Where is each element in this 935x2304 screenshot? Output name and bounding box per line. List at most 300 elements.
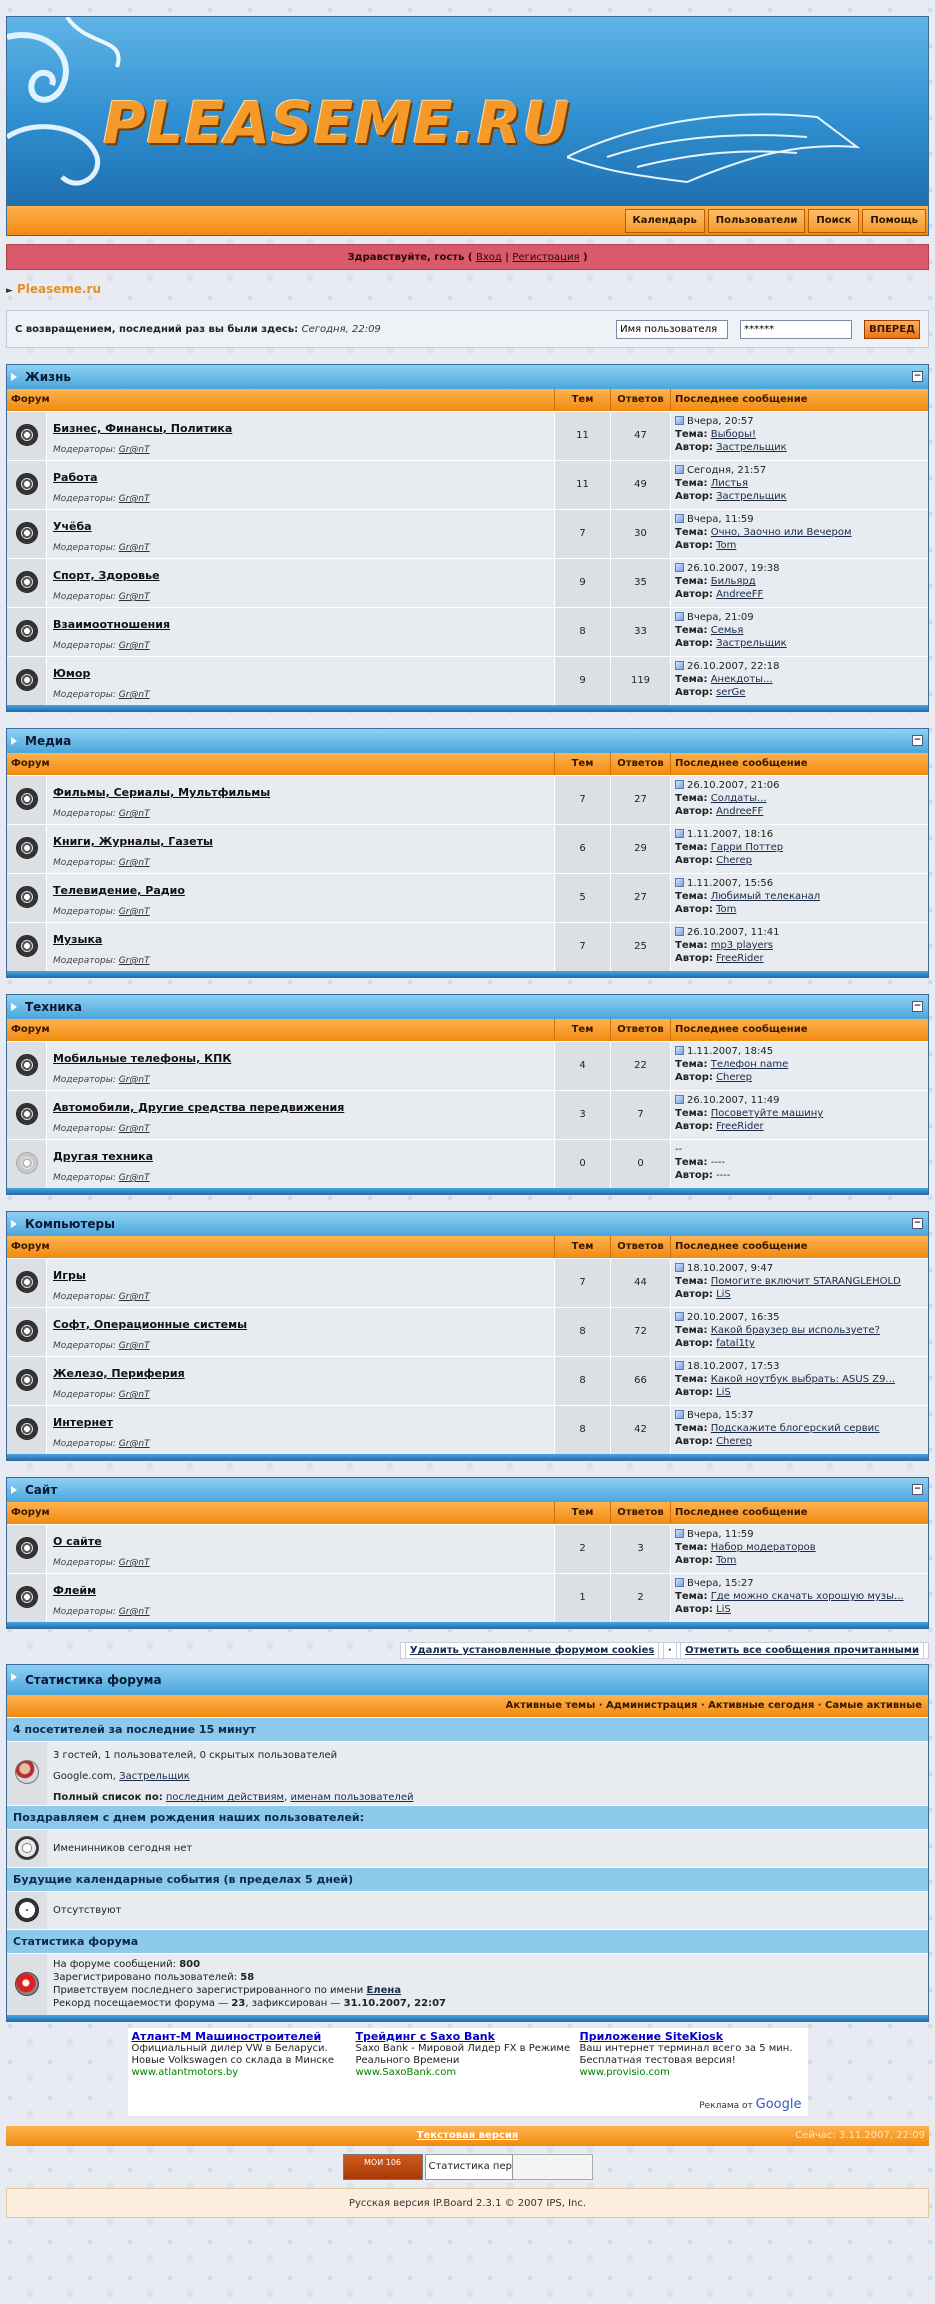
cookie-links: [6, 1643, 929, 1656]
forum-row: [7, 607, 928, 656]
last-post-author-link[interactable]: Застрельщик: [716, 638, 787, 649]
last-post: [671, 1357, 928, 1405]
last-post: [671, 825, 928, 873]
forum-name-link[interactable]: Автомобили, Другие средства передвижения: [53, 1101, 345, 1114]
forum-name-link[interactable]: Телевидение, Радио: [53, 884, 185, 897]
moderator-link[interactable]: Gr@nT: [118, 1124, 150, 1134]
moderator-link[interactable]: Gr@nT: [118, 1607, 150, 1617]
full-list-by-name-link[interactable]: именам пользователей: [290, 1792, 414, 1803]
full-list-by-action-link[interactable]: последним действиям: [165, 1792, 285, 1803]
category-block: [6, 1211, 929, 1461]
author-label: Автор:: [675, 904, 713, 915]
forum-name-link[interactable]: Книги, Журналы, Газеты: [53, 835, 213, 848]
last-post-topic-link[interactable]: Солдаты...: [710, 793, 767, 804]
ad-1-line1: Официальный дилер VW в Беларуси.: [131, 2043, 328, 2054]
forum-row: [7, 775, 928, 824]
forum-name-link[interactable]: Фильмы, Сериалы, Мультфильмы: [53, 786, 271, 799]
text-version-link[interactable]: Текстовая версия: [416, 2130, 519, 2141]
username-input[interactable]: [616, 320, 728, 339]
col-topics: Тем: [555, 1236, 611, 1258]
moderator-link[interactable]: Gr@nT: [118, 1341, 150, 1351]
last-post-date: Сегодня, 21:57: [687, 465, 767, 476]
ad-3-title[interactable]: Приложение SiteKiosk: [579, 2030, 724, 2043]
category-block: [6, 728, 929, 978]
moderators-label: Модераторы:: [53, 592, 116, 602]
new-posts-icon: [16, 473, 38, 495]
moderator-link[interactable]: Gr@nT: [118, 543, 150, 553]
forum-name-link[interactable]: Музыка: [53, 933, 103, 946]
last-post-date: 1.11.2007, 18:45: [687, 1046, 774, 1057]
last-post-topic-link[interactable]: Семья: [710, 625, 744, 636]
last-post: [671, 874, 928, 922]
forum-name-link[interactable]: Спорт, Здоровье: [53, 569, 160, 582]
forum-row: [7, 1573, 928, 1622]
moderator-link[interactable]: Gr@nT: [118, 494, 150, 504]
col-replies: Ответов: [611, 1019, 671, 1041]
forum-name-link[interactable]: Юмор: [53, 667, 91, 680]
forum-row: [7, 1307, 928, 1356]
category-footer: [7, 1454, 928, 1460]
topics-count: 11: [555, 461, 611, 509]
col-topics: Тем: [555, 1019, 611, 1041]
theme-label: Тема:: [675, 429, 708, 440]
online-text: 3 гостей, 1 пользователей, 0 скрытых пользователей Google.com, Застрельщик Полный список по: последним действиям, именам пользователей: [47, 1742, 928, 1805]
last-post-date: Вчера, 15:27: [687, 1578, 754, 1589]
counters-row: [6, 2152, 929, 2182]
last-post: [671, 1525, 928, 1573]
forum-row: [7, 873, 928, 922]
newest-label: Приветствуем последнего зарегистрированного по имени: [53, 1985, 364, 1996]
forum-name-link[interactable]: Интернет: [53, 1416, 113, 1429]
moderators: [53, 1439, 548, 1449]
author-label: Автор:: [675, 953, 713, 964]
collapse-icon[interactable]: −: [913, 735, 922, 745]
collapse-icon[interactable]: −: [913, 1218, 922, 1228]
theme-label: Тема:: [675, 1423, 708, 1434]
last-post-date: Вчера, 20:57: [687, 416, 754, 427]
active-today-link[interactable]: Активные сегодня: [708, 1700, 815, 1711]
collapse-icon[interactable]: −: [913, 1001, 922, 1011]
new-posts-icon: [16, 424, 38, 446]
forum-name-link[interactable]: Флейм: [53, 1584, 97, 1597]
last-post-date: 26.10.2007, 21:06: [687, 780, 780, 791]
forum-name-link[interactable]: Работа: [53, 471, 98, 484]
last-post-topic-link[interactable]: Посоветуйте машину: [710, 1108, 824, 1119]
replies-count: 35: [611, 559, 671, 607]
last-post: [671, 412, 928, 460]
forum-name-link[interactable]: Железо, Периферия: [53, 1367, 185, 1380]
moderators-label: Модераторы:: [53, 641, 116, 651]
moderators: [53, 956, 548, 966]
last-post-date: Вчера, 11:59: [687, 1529, 754, 1540]
nav-users[interactable]: Пользователи: [708, 209, 806, 233]
category-title-bar: [7, 995, 928, 1019]
nav-help[interactable]: Помощь: [862, 209, 926, 233]
forum-name-link[interactable]: Другая техника: [53, 1150, 154, 1163]
last-post-icon[interactable]: [675, 1046, 684, 1055]
last-post-icon[interactable]: [675, 465, 684, 474]
last-post-author-link[interactable]: Tom: [716, 904, 737, 915]
col-last-post: Последнее сообщение: [675, 1241, 808, 1252]
moderator-link[interactable]: Gr@nT: [118, 858, 150, 868]
forum-row: [7, 922, 928, 971]
moderators: [53, 445, 548, 455]
author-label: Автор:: [675, 1436, 713, 1447]
last-post-author-link[interactable]: Cherep: [716, 1436, 752, 1447]
moderators-label: Модераторы:: [53, 858, 116, 868]
moderators-label: Модераторы:: [53, 956, 116, 966]
last-post-icon[interactable]: [675, 661, 684, 670]
last-post-icon[interactable]: [675, 563, 684, 572]
last-post-author-link[interactable]: AndreeFF: [716, 806, 764, 817]
replies-count: 27: [611, 874, 671, 922]
col-replies: Ответов: [611, 753, 671, 775]
last-post-icon[interactable]: [675, 1361, 684, 1370]
moderators: [53, 858, 548, 868]
moderator-link[interactable]: Gr@nT: [118, 445, 150, 455]
last-post-icon[interactable]: [675, 1410, 684, 1419]
moderator-link[interactable]: Gr@nT: [118, 1439, 150, 1449]
topics-count: 7: [555, 510, 611, 558]
last-post-topic-link[interactable]: Подскажите блогерский сервис: [710, 1423, 880, 1434]
replies-count: 72: [611, 1308, 671, 1356]
replies-count: 22: [611, 1042, 671, 1090]
last-post-author-link[interactable]: LiS: [716, 1289, 731, 1300]
last-post-icon[interactable]: [675, 1578, 684, 1587]
wing-decoration: [567, 87, 867, 197]
moderator-link[interactable]: Gr@nT: [118, 1075, 150, 1085]
category-title[interactable]: Компьютеры: [25, 1217, 115, 1231]
col-last-post: Последнее сообщение: [675, 758, 808, 769]
category-title[interactable]: Жизнь: [25, 370, 71, 384]
new-posts-icon: [16, 837, 38, 859]
ad-1-title[interactable]: Атлант-М Машиностроителей: [131, 2030, 322, 2043]
statistics-box[interactable]: Статистика пер: [425, 2154, 513, 2180]
theme-label: Тема:: [675, 1542, 708, 1553]
forum-name-link[interactable]: Игры: [53, 1269, 86, 1282]
category-arrow-icon: [11, 737, 17, 745]
forum-row: [7, 824, 928, 873]
forum-row: [7, 411, 928, 460]
forum-name-link[interactable]: Мобильные телефоны, КПК: [53, 1052, 232, 1065]
theme-label: Тема:: [675, 940, 708, 951]
replies-count: 42: [611, 1406, 671, 1454]
forum-row: [7, 1405, 928, 1454]
moderators: [53, 592, 548, 602]
last-post-topic-link[interactable]: Набор модераторов: [710, 1542, 816, 1553]
guest-welcome-bar: [6, 244, 929, 270]
record-date: 31.10.2007, 22:07: [343, 1998, 446, 2009]
replies-count: 30: [611, 510, 671, 558]
new-posts-icon: [16, 1537, 38, 1559]
administration-link[interactable]: Администрация: [606, 1700, 698, 1711]
nav-search[interactable]: Поиск: [808, 209, 859, 233]
category-title[interactable]: Сайт: [25, 1483, 58, 1497]
forum-stats-text: [47, 1954, 928, 2015]
last-post-topic-link[interactable]: mp3 players: [710, 940, 773, 951]
last-post-date: 1.11.2007, 18:16: [687, 829, 774, 840]
online-row: [7, 1741, 928, 1805]
author-label: Автор:: [675, 1604, 713, 1615]
author-label: Автор:: [675, 1170, 713, 1181]
moderator-link[interactable]: Gr@nT: [118, 1390, 150, 1400]
stats-title-bar: [7, 1665, 928, 1695]
theme-label: Тема:: [675, 478, 708, 489]
topics-count: 7: [555, 776, 611, 824]
category-block: [6, 994, 929, 1195]
last-post-topic-link[interactable]: Где можно скачать хорошую музы...: [710, 1591, 904, 1602]
moderator-link[interactable]: Gr@nT: [118, 1173, 150, 1183]
last-post-topic-link[interactable]: Телефон name: [710, 1059, 789, 1070]
last-post-date: Вчера, 15:37: [687, 1410, 754, 1421]
last-post-topic-link[interactable]: Выборы!: [710, 429, 757, 440]
ad-1[interactable]: [132, 2031, 356, 2113]
topics-count: 4: [555, 1042, 611, 1090]
last-post: [671, 608, 928, 656]
theme-label: Тема:: [675, 1108, 708, 1119]
theme-label: Тема:: [675, 1325, 708, 1336]
author-label: Автор:: [675, 1121, 713, 1132]
stats-links-bar: Активные темы · Администрация · Активные сегодня · Самые активные: [7, 1695, 928, 1717]
visitor-counter-badge[interactable]: МОИ 106: [343, 2154, 423, 2180]
delete-cookies-link[interactable]: Удалить установленные форумом cookies: [405, 1642, 659, 1659]
replies-count: 25: [611, 923, 671, 971]
replies-count: 119: [611, 657, 671, 705]
last-post-author-link[interactable]: Застрельщик: [716, 491, 787, 502]
ads-by-label: Реклама от: [699, 2101, 753, 2111]
nav-calendar[interactable]: Календарь: [625, 209, 705, 233]
last-post-date: Вчера, 11:59: [687, 514, 754, 525]
last-post-author-link[interactable]: LiS: [716, 1604, 731, 1615]
moderators: [53, 494, 548, 504]
forum-row: [7, 1041, 928, 1090]
last-post-author-link[interactable]: FreeRider: [716, 1121, 764, 1132]
last-post-icon[interactable]: [675, 612, 684, 621]
col-forum: Форум: [7, 1236, 555, 1258]
moderators: [53, 641, 548, 651]
new-posts-icon: [16, 788, 38, 810]
forum-name-link[interactable]: О сайте: [53, 1535, 102, 1548]
footer-bar: [6, 2126, 929, 2146]
ad-1-url[interactable]: www.atlantmotors.by: [131, 2067, 239, 2078]
last-post-topic-link[interactable]: Помогите включит STARANGLEHOLD: [710, 1276, 901, 1287]
last-visit-label: С возвращением, последний раз вы были здесь:: [15, 323, 299, 335]
last-post-icon[interactable]: [675, 927, 684, 936]
topics-count: 5: [555, 874, 611, 922]
last-post-author-link[interactable]: FreeRider: [716, 953, 764, 964]
moderators-label: Модераторы:: [53, 445, 116, 455]
last-visit-value: Сегодня, 22:09: [301, 323, 381, 335]
moderator-link[interactable]: Gr@nT: [118, 956, 150, 966]
register-link[interactable]: Регистрация: [512, 252, 580, 263]
users-online-icon: [15, 1760, 39, 1784]
theme-label: Тема:: [675, 1374, 708, 1385]
moderator-link[interactable]: Gr@nT: [118, 592, 150, 602]
last-post-icon[interactable]: [675, 1312, 684, 1321]
topics-count: 3: [555, 1091, 611, 1139]
moderator-link[interactable]: Gr@nT: [118, 809, 150, 819]
forum-name-link[interactable]: Софт, Операционные системы: [53, 1318, 248, 1331]
last-post-icon[interactable]: [675, 878, 684, 887]
collapse-icon[interactable]: −: [913, 1484, 922, 1494]
theme-label: Тема:: [675, 891, 708, 902]
col-forum: Форум: [7, 1502, 555, 1524]
active-topics-link[interactable]: Активные темы: [505, 1700, 596, 1711]
last-post-author-link[interactable]: Cherep: [716, 1072, 752, 1083]
topics-count: 9: [555, 559, 611, 607]
breadcrumb-arrow-icon: ►: [6, 286, 13, 296]
author-label: Автор:: [675, 442, 713, 453]
last-post-topic-link[interactable]: Бильярд: [710, 576, 756, 587]
collapse-icon[interactable]: −: [913, 371, 922, 381]
users-count: 58: [240, 1972, 255, 1983]
last-post-topic-link[interactable]: Какой браузер вы используете?: [710, 1325, 880, 1336]
posts-label: На форуме сообщений:: [53, 1959, 177, 1970]
forum-row: [7, 509, 928, 558]
table-header: [7, 1019, 928, 1041]
theme-label: Тема:: [675, 1059, 708, 1070]
ad-2[interactable]: [356, 2031, 580, 2113]
table-header: [7, 1502, 928, 1524]
topics-count: 1: [555, 1574, 611, 1622]
last-post-icon[interactable]: [675, 1095, 684, 1104]
moderator-link[interactable]: Gr@nT: [118, 641, 150, 651]
moderators-label: Модераторы:: [53, 543, 116, 553]
last-post-author-link: ----: [716, 1170, 731, 1181]
online-user-link[interactable]: Застрельщик: [119, 1771, 190, 1782]
moderators: [53, 1292, 548, 1302]
topics-count: 11: [555, 412, 611, 460]
events-heading: Будущие календарные события (в пределах 5 дней): [7, 1867, 928, 1891]
ad-2-url[interactable]: www.SaxoBank.com: [355, 2067, 457, 2078]
last-post-icon[interactable]: [675, 1529, 684, 1538]
google-brand: Google: [755, 2097, 802, 2112]
site-banner: [6, 16, 929, 206]
last-post-icon[interactable]: [675, 829, 684, 838]
replies-count: 2: [611, 1574, 671, 1622]
new-posts-icon: [16, 571, 38, 593]
birthday-heading: Поздравляем с днем рождения наших пользователей:: [7, 1805, 928, 1829]
author-label: Автор:: [675, 806, 713, 817]
most-active-link[interactable]: Самые активные: [825, 1700, 922, 1711]
moderator-link[interactable]: Gr@nT: [118, 1292, 150, 1302]
topics-count: 0: [555, 1140, 611, 1188]
moderators: [53, 543, 548, 553]
online-counts: 3 гостей, 1 пользователей, 0 скрытых пользователей: [53, 1750, 338, 1761]
author-label: Автор:: [675, 1072, 713, 1083]
last-post-author-link[interactable]: Tom: [716, 1555, 737, 1566]
last-post-topic-link[interactable]: Анекдоты...: [710, 674, 773, 685]
last-post-icon[interactable]: [675, 780, 684, 789]
last-post-author-link[interactable]: LiS: [716, 1387, 731, 1398]
forum-row: [7, 1356, 928, 1405]
col-last-post: Последнее сообщение: [675, 394, 808, 405]
birthday-icon: [15, 1836, 39, 1860]
last-post-author-link[interactable]: Cherep: [716, 855, 752, 866]
moderators-label: Модераторы:: [53, 1607, 116, 1617]
last-post-icon[interactable]: [675, 1263, 684, 1272]
ads-by-google[interactable]: [699, 2099, 801, 2112]
last-post-author-link[interactable]: Застрельщик: [716, 442, 787, 453]
forum-stats-row: [7, 1953, 928, 2015]
last-post-icon[interactable]: [675, 416, 684, 425]
new-posts-icon: [16, 669, 38, 691]
author-label: Автор:: [675, 540, 713, 551]
last-post-topic-link[interactable]: Очно, Заочно или Вечером: [710, 527, 852, 538]
author-label: Автор:: [675, 589, 713, 600]
category-footer: [7, 705, 928, 711]
site-logo[interactable]: PLEASEME.RU: [103, 89, 571, 157]
author-label: Автор:: [675, 1338, 713, 1349]
forum-name-link[interactable]: Взаимоотношения: [53, 618, 171, 631]
newest-user-link[interactable]: Елена: [366, 1985, 402, 1996]
category-title[interactable]: Техника: [25, 1000, 83, 1014]
last-post-author-link[interactable]: Tom: [716, 540, 737, 551]
col-forum: Форум: [7, 753, 555, 775]
moderators-label: Модераторы:: [53, 1558, 116, 1568]
cookie-links-box: [400, 1642, 929, 1659]
replies-count: 66: [611, 1357, 671, 1405]
last-post-author-link[interactable]: fatal1ty: [716, 1338, 755, 1349]
last-post-topic-link[interactable]: Листья: [710, 478, 748, 489]
stats-chart-icon: [15, 1972, 39, 1996]
forum-name-link[interactable]: Учёба: [53, 520, 92, 533]
full-list-label: Полный список по:: [53, 1792, 163, 1803]
replies-count: 33: [611, 608, 671, 656]
last-post-author-link[interactable]: AndreeFF: [716, 589, 764, 600]
moderators-label: Модераторы:: [53, 1390, 116, 1400]
last-post-author-link[interactable]: serGe: [716, 687, 746, 698]
login-link[interactable]: Вход: [475, 252, 502, 263]
moderators-label: Модераторы:: [53, 907, 116, 917]
replies-count: 49: [611, 461, 671, 509]
mark-all-read-link[interactable]: Отметить все сообщения прочитанными: [680, 1642, 924, 1659]
moderator-link[interactable]: Gr@nT: [118, 690, 150, 700]
login-go-button[interactable]: ВПЕРЕД: [864, 320, 920, 339]
replies-count: 44: [611, 1259, 671, 1307]
last-post-topic-link[interactable]: Любимый телеканал: [710, 891, 821, 902]
moderator-link[interactable]: Gr@nT: [118, 1558, 150, 1568]
col-forum: Форум: [7, 1019, 555, 1041]
author-label: Автор:: [675, 638, 713, 649]
last-post-topic-link[interactable]: Гарри Поттер: [710, 842, 784, 853]
last-post-topic-link[interactable]: Какой ноутбук выбрать: ASUS Z9...: [710, 1374, 895, 1385]
google-ads-block: [128, 2028, 808, 2116]
last-post: [671, 1406, 928, 1454]
ad-3-url[interactable]: www.provisio.com: [579, 2067, 670, 2078]
last-post: [671, 1574, 928, 1622]
last-post-date: --: [675, 1144, 683, 1155]
category-title-bar: [7, 1478, 928, 1502]
breadcrumb-home-link[interactable]: Pleaseme.ru: [16, 282, 102, 296]
ad-3-line2: Бесплатная тестовая версия!: [579, 2055, 736, 2066]
moderators-label: Модераторы:: [53, 1075, 116, 1085]
breadcrumb: [6, 282, 929, 300]
col-forum: Форум: [7, 389, 555, 411]
replies-count: 3: [611, 1525, 671, 1573]
ad-2-title[interactable]: Трейдинг с Saxo Bank: [355, 2030, 495, 2043]
topics-count: 8: [555, 1308, 611, 1356]
password-input[interactable]: [740, 320, 852, 339]
moderator-link[interactable]: Gr@nT: [118, 907, 150, 917]
new-posts-icon: [16, 1586, 38, 1608]
topics-count: 7: [555, 1259, 611, 1307]
category-footer: [7, 971, 928, 977]
ad-1-line2: Новые Volkswagen со склада в Минске: [131, 2055, 335, 2066]
forum-name-link[interactable]: Бизнес, Финансы, Политика: [53, 422, 233, 435]
last-post-icon[interactable]: [675, 514, 684, 523]
category-title[interactable]: Медиа: [25, 734, 72, 748]
